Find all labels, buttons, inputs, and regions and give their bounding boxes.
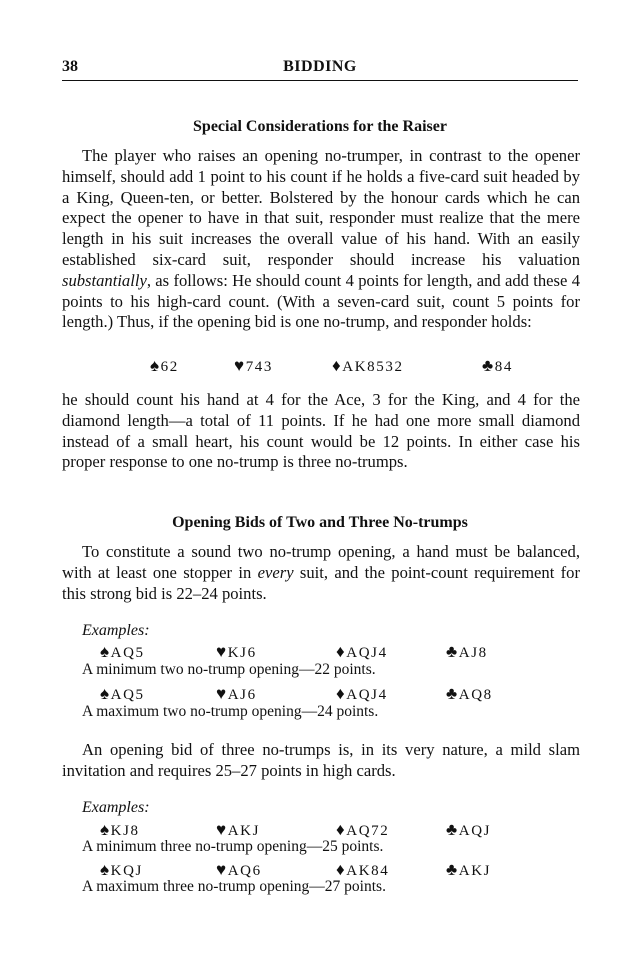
hearts-holding: ♥AJ6 — [216, 684, 257, 703]
paragraph-raiser — [62, 146, 580, 333]
hand-responder — [150, 356, 550, 376]
paragraph-text: , as follows: He should count 4 points for length, and add these 4 points to his high-card count. (With a seven-card suit, count 5 points for length.) Thus, if the opening bid is one no-trump, and responder holds: — [62, 270, 580, 332]
example-hand-1 — [100, 642, 520, 662]
spade-icon: ♠ — [100, 642, 111, 661]
spades-holding: ♠AQ5 — [100, 642, 145, 661]
diamonds-holding: ♦AQJ4 — [336, 684, 388, 703]
paragraph-text: suit, and the point-count requirement for this strong bid is 22–24 points. — [62, 562, 580, 603]
examples-label: Examples: — [82, 622, 150, 639]
club-icon: ♣ — [446, 684, 459, 703]
running-title: BIDDING — [283, 58, 357, 75]
club-icon: ♣ — [446, 820, 459, 839]
diamond-icon: ♦ — [336, 684, 347, 703]
page-number: 38 — [62, 58, 78, 75]
diamonds-holding: ♦AK84 — [336, 860, 390, 879]
header-rule — [62, 80, 578, 81]
clubs-holding: ♣AQJ — [446, 820, 492, 839]
section-heading-raiser: Special Considerations for the Raiser — [193, 118, 447, 135]
diamond-icon: ♦ — [332, 356, 343, 375]
spades-holding: ♠KJ8 — [100, 820, 140, 839]
hearts-holding: ♥AKJ — [216, 820, 261, 839]
diamond-icon: ♦ — [336, 642, 347, 661]
clubs-holding: ♣AKJ — [446, 860, 492, 879]
spade-icon: ♠ — [100, 684, 111, 703]
examples-label: Examples: — [82, 799, 150, 816]
clubs-holding: ♣84 — [482, 356, 513, 375]
example-description-4: A maximum three no-trump opening—27 points. — [82, 878, 386, 895]
page-header — [62, 58, 578, 82]
example-description-2: A maximum two no-trump opening—24 points. — [82, 703, 379, 720]
example-hand-4 — [100, 860, 520, 880]
hearts-holding: ♥743 — [234, 356, 274, 375]
example-hand-2 — [100, 684, 520, 704]
emphasis-text: every — [257, 562, 294, 582]
paragraph-two-notrump — [62, 542, 580, 604]
paragraph-text: The player who raises an opening no-trumper, in contrast to the opener himself, should add 1 point to his count if he holds a five-card suit headed by a King, Queen-ten, or better. Bolstered by the honour cards which he can expect the opener to have in that suit, responder must realize that the mere length in his suit increases the overall value of his hand. With an easily established six-card suit, responder should increase his valuation — [62, 146, 580, 269]
diamonds-holding: ♦AQJ4 — [336, 642, 388, 661]
spade-icon: ♠ — [100, 860, 111, 879]
diamond-icon: ♦ — [336, 820, 347, 839]
spade-icon: ♠ — [100, 820, 111, 839]
paragraph-count: he should count his hand at 4 for the Ace, 3 for the King, and 4 for the diamond length—a total of 11 points. If he had one more small diamond instead of a small heart, his count would be 12 points. In either case his proper response to one no-trump is three no-trumps. — [62, 390, 580, 472]
heart-icon: ♥ — [216, 860, 228, 879]
club-icon: ♣ — [446, 642, 459, 661]
paragraph-text: To constitute a sound two no-trump opening, a hand must be balanced, with at least one stopper in — [62, 542, 580, 582]
heart-icon: ♥ — [216, 684, 228, 703]
emphasis-text: substantially — [62, 270, 147, 290]
club-icon: ♣ — [446, 860, 459, 879]
spades-holding: ♠62 — [150, 356, 179, 375]
diamonds-holding: ♦AK8532 — [332, 356, 404, 375]
section-heading-opening-bids: Opening Bids of Two and Three No-trumps — [172, 514, 468, 531]
spades-holding: ♠KQJ — [100, 860, 143, 879]
example-description-3: A minimum three no-trump opening—25 points. — [82, 838, 384, 855]
diamond-icon: ♦ — [336, 860, 347, 879]
clubs-holding: ♣AJ8 — [446, 642, 488, 661]
paragraph-three-notrump: An opening bid of three no-trumps is, in its very nature, a mild slam invitation and requires 25–27 points in high cards. — [62, 740, 580, 780]
heart-icon: ♥ — [216, 820, 228, 839]
diamonds-holding: ♦AQ72 — [336, 820, 390, 839]
spades-holding: ♠AQ5 — [100, 684, 145, 703]
clubs-holding: ♣AQ8 — [446, 684, 493, 703]
heart-icon: ♥ — [234, 356, 246, 375]
hearts-holding: ♥KJ6 — [216, 642, 257, 661]
club-icon: ♣ — [482, 356, 495, 375]
example-hand-3 — [100, 820, 520, 840]
spade-icon: ♠ — [150, 356, 161, 375]
hearts-holding: ♥AQ6 — [216, 860, 262, 879]
example-description-1: A minimum two no-trump opening—22 points. — [82, 661, 376, 678]
heart-icon: ♥ — [216, 642, 228, 661]
